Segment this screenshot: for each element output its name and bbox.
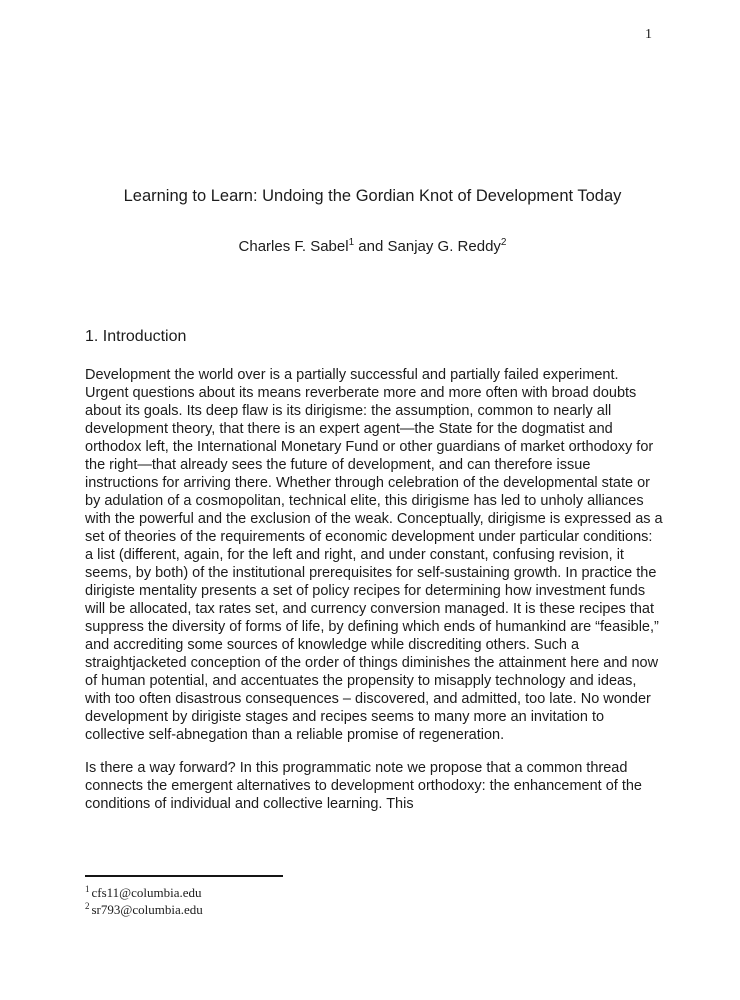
footnote-1 xyxy=(85,884,660,901)
section-heading-introduction: 1. Introduction xyxy=(85,328,187,345)
body-text xyxy=(85,366,663,828)
author-2-footnote-marker: 2 xyxy=(500,237,507,248)
authors-byline xyxy=(85,237,660,256)
page-number: 1 xyxy=(645,27,652,42)
footnote-1-marker: 1 xyxy=(85,883,90,894)
author-1-name: Charles F. Sabel xyxy=(238,238,349,255)
footnote-2-marker: 2 xyxy=(85,900,90,911)
paragraph-2: Is there a way forward? In this programmatic note we propose that a common thread connects the emergent alternatives to development orthodoxy: the enhancement of the conditions of individual and collective learning. This xyxy=(85,760,642,812)
footnote-2 xyxy=(85,901,660,918)
author-1-footnote-marker: 1 xyxy=(348,237,355,248)
footnote-separator xyxy=(85,875,283,877)
paragraph-1: Development the world over is a partially successful and partially failed experiment. Urgent questions about its means reverberate more and more often with broad doubts about its goals. Its deep flaw is its dirigisme: the assumption, common to nearly all development theory, that there is an expert agent—the State for the dogmatist and orthodox left, the International Monetary Fund or other guardians of market orthodoxy for the right—that already sees the future of development, and can therefore issue instructions for arriving there. Whether through celebration of the developmental state or by adulation of a cosmopolitan, technical elite, this dirigisme has led to unholy alliances with the powerful and the exclusion of the weak. Conceptually, dirigisme is expressed as a set of theories of the requirements of economic development under particular conditions: a list (different, again, for the left and right, and under constant, confusing revision, it seems, by both) of the institutional prerequisites for self-sustaining growth. In practice the dirigiste mentality presents a set of policy recipes for determining how investment funds will be allocated, tax rates set, and currency conversion managed. It is these recipes that suppress the diversity of forms of life, by defining which ends of humankind are “feasible,” and accrediting some sources of knowledge while discrediting others. Such a straightjacketed conception of the order of things diminishes the attainment here and now of human potential, and accentuates the propensity to misapply technology and ideas, with too often disastrous consequences – discovered, and admitted, too late. No wonder development by dirigiste stages and recipes seems to many more an invitation to collective self-abnegation than a reliable promise of regeneration. xyxy=(85,367,663,743)
footnote-2-email: sr793@columbia.edu xyxy=(91,902,203,917)
footnote-1-email: cfs11@columbia.edu xyxy=(91,885,202,900)
paper-title: Learning to Learn: Undoing the Gordian Knot of Development Today xyxy=(123,187,622,205)
authors-connector: and xyxy=(354,238,388,255)
author-2-name: Sanjay G. Reddy xyxy=(387,238,501,255)
footnote-area xyxy=(85,875,660,918)
